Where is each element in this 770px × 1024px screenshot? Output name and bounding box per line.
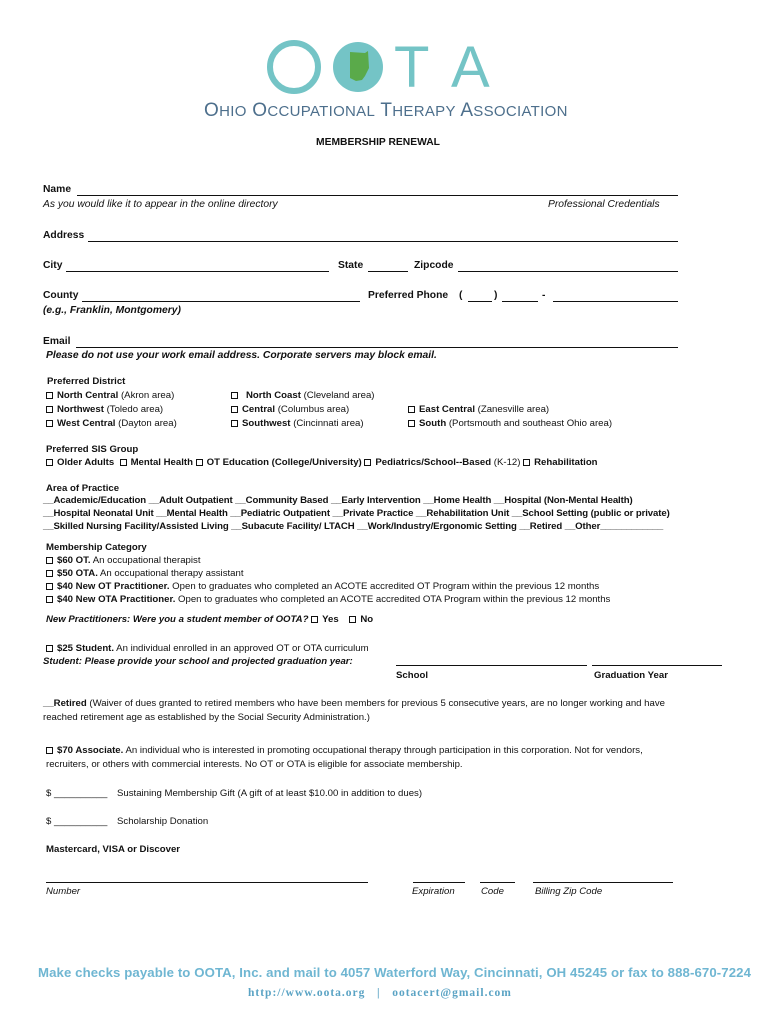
- checkbox[interactable]: [349, 616, 356, 623]
- checkbox[interactable]: [231, 392, 238, 399]
- oota-logo: [266, 35, 506, 100]
- phone-line-field[interactable]: [553, 301, 678, 302]
- mailing-instructions: Make checks payable to OOTA, Inc. and mail to 4057 Waterford Way, Cincinnati, OH 45245 or fax to 888-670-7224: [38, 965, 752, 980]
- district-central[interactable]: Central (Columbus area): [231, 404, 349, 415]
- code-label: Code: [481, 886, 504, 897]
- associate-description-line-2: recruiters, or others with commercial interests. No OT or OTA is eligible for associate membership.: [46, 759, 463, 770]
- checkbox[interactable]: [408, 406, 415, 413]
- email-note: Please do not use your work email address. Corporate servers may block email.: [46, 350, 437, 361]
- district-west-central[interactable]: West Central (Dayton area): [46, 418, 177, 429]
- phone-paren-close: ): [494, 290, 498, 301]
- sis-older-adults[interactable]: Older Adults: [46, 457, 114, 468]
- logo-letter-a: A: [451, 35, 490, 100]
- new-practitioner-question-row: New Practitioners: Were you a student member of OOTA? Yes No: [46, 614, 374, 625]
- association-name: OHIO OCCUPATIONAL THERAPY ASSOCIATION: [204, 100, 568, 121]
- sis-pediatrics[interactable]: Pediatrics/School--Based (K-12): [364, 457, 520, 468]
- website-link[interactable]: http://www.oota.org: [248, 987, 366, 999]
- district-southwest[interactable]: Southwest (Cincinnati area): [231, 418, 364, 429]
- county-label: County: [43, 290, 79, 301]
- checkbox[interactable]: [120, 459, 127, 466]
- phone-area-code-field[interactable]: [468, 301, 492, 302]
- category-new-ota[interactable]: $40 New OTA Practitioner. Open to graduates who completed an ACOTE accredited OTA Program within the previous 12 months: [46, 594, 610, 605]
- checkbox[interactable]: [523, 459, 530, 466]
- practice-row-1[interactable]: __Academic/Education __Adult Outpatient __Community Based __Early Intervention __Home Health __Hospital (Non-Mental Health): [43, 495, 633, 506]
- checkbox[interactable]: [196, 459, 203, 466]
- district-northwest[interactable]: Northwest (Toledo area): [46, 404, 163, 415]
- checkbox[interactable]: [408, 420, 415, 427]
- credentials-hint: Professional Credentials: [548, 199, 660, 210]
- state-label: State: [338, 260, 364, 271]
- checkbox[interactable]: [46, 583, 53, 590]
- sustaining-gift-label: Sustaining Membership Gift (A gift of at least $10.00 in addition to dues): [117, 788, 423, 799]
- sis-ot-education[interactable]: OT Education (College/University): [196, 457, 362, 468]
- expiration-field[interactable]: [413, 882, 465, 883]
- district-south[interactable]: South (Portsmouth and southeast Ohio area): [408, 418, 612, 429]
- checkbox[interactable]: [46, 392, 53, 399]
- card-number-label: Number: [46, 886, 81, 897]
- address-field[interactable]: [88, 241, 678, 242]
- district-north-central[interactable]: North Central (Akron area): [46, 390, 174, 401]
- sis-rehabilitation[interactable]: Rehabilitation: [523, 457, 597, 468]
- email-link[interactable]: ootacert@gmail.com: [392, 987, 512, 999]
- checkbox[interactable]: [46, 459, 53, 466]
- logo-letter-o-ring: [270, 43, 318, 91]
- name-hint: As you would like it to appear in the online directory: [43, 199, 278, 210]
- zipcode-field[interactable]: [458, 271, 678, 272]
- checkbox[interactable]: [46, 420, 53, 427]
- county-hint: (e.g., Franklin, Montgomery): [43, 305, 181, 316]
- checkbox[interactable]: [46, 645, 53, 652]
- district-heading: Preferred District: [47, 376, 126, 387]
- name-label: Name: [43, 184, 72, 195]
- graduation-year-field[interactable]: [592, 665, 722, 666]
- category-associate[interactable]: $70 Associate. An individual who is interested in promoting occupational therapy through participation in this corporation. Not for vendors,: [46, 745, 643, 756]
- card-number-field[interactable]: [46, 882, 368, 883]
- checkbox[interactable]: [364, 459, 371, 466]
- zipcode-label: Zipcode: [414, 260, 454, 271]
- scholarship-amount[interactable]: $ __________: [46, 816, 108, 827]
- checkbox[interactable]: [46, 596, 53, 603]
- address-label: Address: [43, 230, 85, 241]
- category-student[interactable]: $25 Student. An individual enrolled in an approved OT or OTA curriculum: [46, 643, 369, 654]
- checkbox[interactable]: [46, 570, 53, 577]
- page-title: MEMBERSHIP RENEWAL: [316, 137, 440, 148]
- category-ota[interactable]: $50 OTA. An occupational therapy assistant: [46, 568, 244, 579]
- checkbox[interactable]: [231, 420, 238, 427]
- checkbox[interactable]: [46, 557, 53, 564]
- payment-heading: Mastercard, VISA or Discover: [46, 844, 181, 855]
- retired-option[interactable]: __Retired (Waiver of dues granted to retired members who have been members for previous 5 consecutive years, are no longer working and have: [43, 698, 665, 709]
- logo-letter-t: T: [394, 35, 430, 100]
- school-label: School: [396, 670, 428, 681]
- sis-mental-health[interactable]: Mental Health: [120, 457, 193, 468]
- footer-separator: |: [377, 987, 381, 999]
- phone-dash: -: [542, 290, 546, 301]
- scholarship-label: Scholarship Donation: [117, 816, 209, 827]
- category-new-ot[interactable]: $40 New OT Practitioner. Open to graduates who completed an ACOTE accredited OT Program within the previous 12 months: [46, 581, 599, 592]
- student-prompt: Student: Please provide your school and projected graduation year:: [43, 656, 353, 667]
- category-heading: Membership Category: [46, 542, 147, 553]
- student-member-yes[interactable]: Yes: [311, 614, 339, 625]
- phone-prefix-field[interactable]: [502, 301, 538, 302]
- expiration-label: Expiration: [412, 886, 455, 897]
- state-field[interactable]: [368, 271, 408, 272]
- sis-options: [46, 457, 598, 468]
- checkbox[interactable]: [46, 406, 53, 413]
- checkbox[interactable]: [311, 616, 318, 623]
- code-field[interactable]: [480, 882, 515, 883]
- sis-heading: Preferred SIS Group: [46, 444, 139, 455]
- checkbox[interactable]: [231, 406, 238, 413]
- district-east-central[interactable]: East Central (Zanesville area): [408, 404, 549, 415]
- billing-zip-label: Billing Zip Code: [535, 886, 603, 897]
- practice-heading: Area of Practice: [46, 483, 120, 494]
- graduation-year-label: Graduation Year: [594, 670, 668, 681]
- phone-paren-open: (: [459, 290, 463, 301]
- district-north-coast[interactable]: North Coast (Cleveland area): [231, 390, 375, 401]
- checkbox[interactable]: [46, 747, 53, 754]
- city-label: City: [43, 260, 63, 271]
- category-ot[interactable]: $60 OT. An occupational therapist: [46, 555, 200, 566]
- practice-row-3[interactable]: __Skilled Nursing Facility/Assisted Living __Subacute Facility/ LTACH __Work/Industry/Ergonomic Setting __Retired __Other____________: [43, 521, 664, 532]
- billing-zip-field[interactable]: [533, 882, 673, 883]
- practice-row-2[interactable]: __Hospital Neonatal Unit __Mental Health __Pediatric Outpatient __Private Practice __Rehabilitation Unit __School Setting (public or private): [43, 508, 670, 519]
- email-field[interactable]: [76, 347, 678, 348]
- sustaining-gift-amount[interactable]: $ __________: [46, 788, 108, 799]
- city-field[interactable]: [66, 271, 329, 272]
- phone-label: Preferred Phone: [368, 290, 449, 301]
- retired-description-line-2: reached retirement age as established by the Social Security Administration.): [43, 712, 370, 723]
- student-member-no[interactable]: No: [349, 614, 373, 625]
- county-field[interactable]: [82, 301, 360, 302]
- school-field[interactable]: [396, 665, 587, 666]
- footer-contact: [248, 987, 512, 999]
- name-field[interactable]: [77, 195, 678, 196]
- email-label: Email: [43, 336, 71, 347]
